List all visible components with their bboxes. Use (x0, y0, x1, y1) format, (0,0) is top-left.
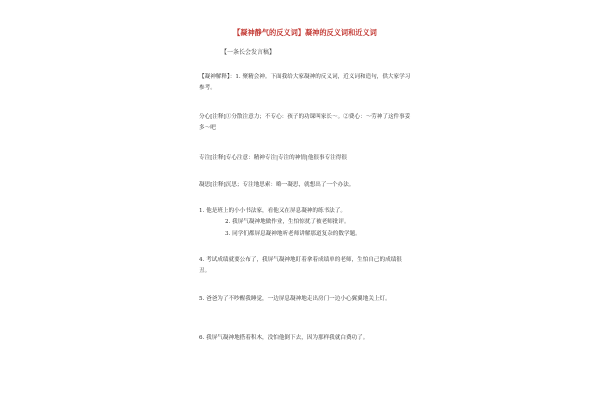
definition-paragraph: 【凝神解释】：1. 聚精会神。下面我给大家凝神的反义词，近义词和造句，供大家学习参考。 (199, 74, 411, 91)
document-page (195, 20, 415, 390)
document-subtitle: 【一条长会发言稿】 (221, 49, 276, 56)
example-sentence-1: 1. 他是班上的小小书法家，看他又在屏息凝神的练书法了。 (199, 208, 346, 214)
example-sentence-2: 2. 我屏气凝神地做作业，生怕惊扰了被老师批评。 (225, 219, 350, 225)
example-sentence-5: 5. 爸爸为了不吵醒我睡觉，一边屏息凝神地走出房门一边小心翼翼地关上灯。 (199, 296, 391, 302)
example-sentence-6: 6. 我屏气凝神地搭着积木，没怕他倒下去，因为那样我就白费功了。 (199, 335, 369, 341)
antonym-paragraph: 分心[注释]①分散注意力；不专心：孩子的功课叫家长～。②费心：～劳神了这件事妥多～吧 (199, 114, 411, 131)
example-sentence-4: 4. 考试成绩就要公布了，我屏气凝神地盯着拿着成绩单的老师，生怕自己的成绩很丑。 (199, 257, 402, 274)
synonym-paragraph-1: 专注[注释]专心注意：精神专注|专注的神情|他很事专注得很 (199, 155, 347, 161)
document-title: 【凝神静气的反义词】凝神的反义词和近义词 (233, 28, 377, 37)
synonym-paragraph-2: 凝思[注释]沉思；专注地思索：略一凝思，就想出了一个办法。 (199, 182, 355, 188)
example-sentence-3: 3. 同学们都屏息凝神地听老师讲解那道复杂的数学题。 (225, 231, 361, 237)
